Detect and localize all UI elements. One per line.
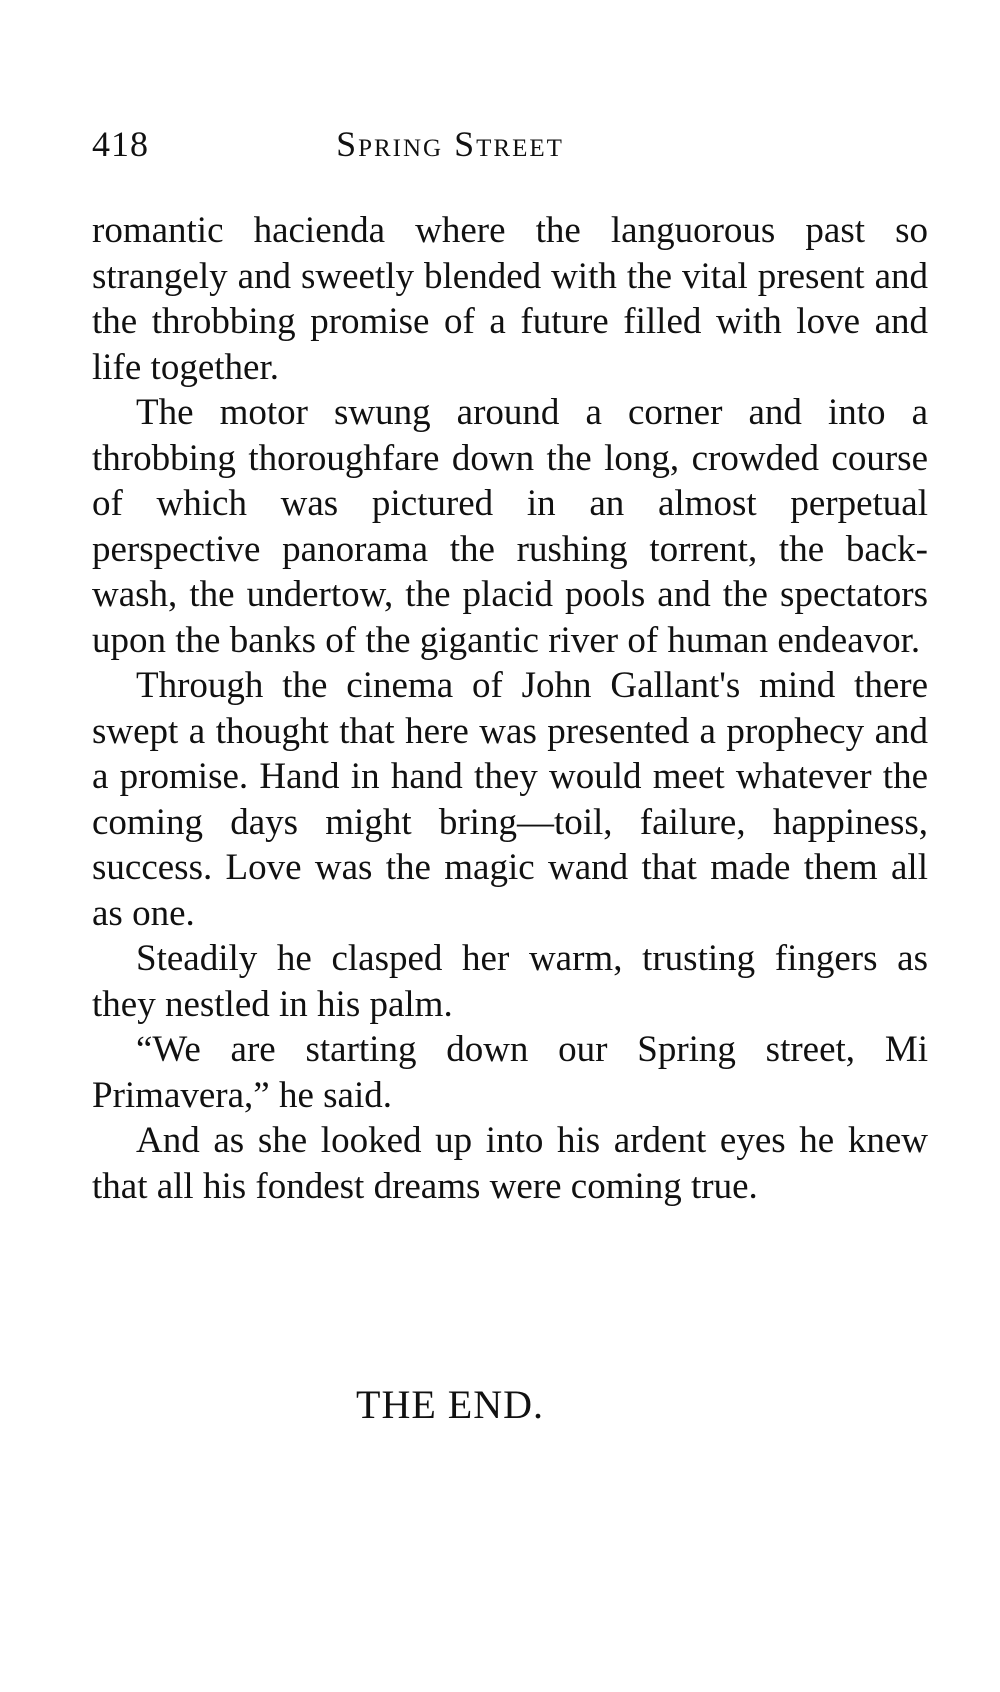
running-title: Spring Street	[336, 124, 564, 164]
paragraph-final: And as she looked up into his ardent eyes he knew that all his fondest dreams were coming true.	[92, 1120, 928, 1207]
paragraph-clasped: Steadily he clasped her warm, trusting fingers as they nestled in his palm.	[92, 938, 928, 1025]
the-end-heading: THE END.	[356, 1382, 544, 1427]
paragraph-cinema: Through the cinema of John Gallant's mind there swept a thought that here was presented a prophecy and a promise. Hand in hand they would meet whatever the coming days might bring—toil, failure, happiness, success. Love was the magic wand that made them all as one.	[92, 665, 928, 934]
book-page	[92, 0, 928, 1692]
body-text	[92, 208, 928, 1209]
paragraph-dialogue: “We are starting down our Spring street, Mi Primavera,” he said.	[92, 1029, 928, 1116]
paragraph-continued: romantic hacienda where the languorous past so strangely and sweetly blended with the vital present and the throbbing promise of a future filled with love and life together.	[92, 210, 928, 388]
running-head	[92, 120, 928, 168]
page-number: 418	[92, 124, 149, 164]
paragraph-motor: The motor swung around a corner and into a throbbing thoroughfare down the long, crowded course of which was pictured in an almost perpetual perspective panorama the rushing torrent, the back-wash, the undertow, the placid pools and the spectators upon the banks of the gigantic river of human endeavor.	[92, 392, 928, 661]
